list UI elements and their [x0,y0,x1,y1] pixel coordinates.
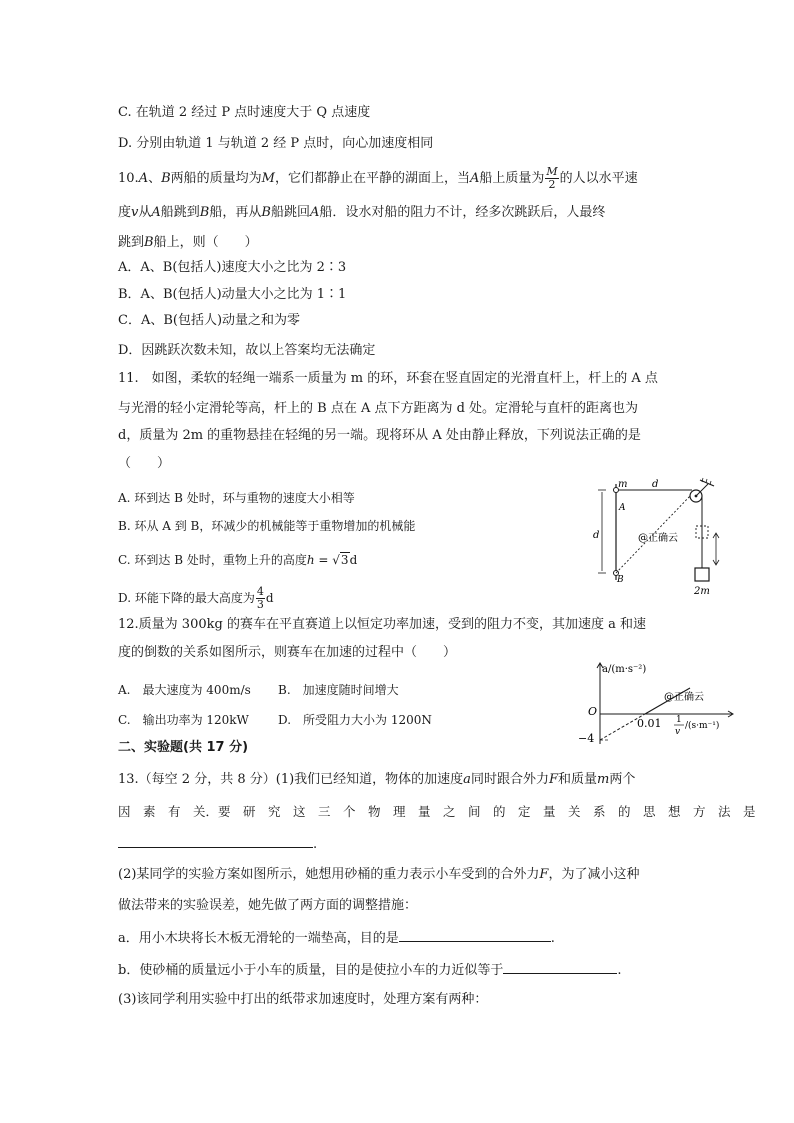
answer-blank-3[interactable] [503,959,617,974]
q11-stem-line4: （ ） [118,456,171,471]
q12-option-d: D. 所受阻力大小为 1200N [278,713,432,727]
q12-stem-line2: 度的倒数的关系如图所示，则赛车在加速的过程中（ ） [118,645,457,660]
q13-part2-line2: 做法带来的实验误差，她先做了两方面的调整措施： [118,898,418,913]
q13-line3: . [118,833,317,855]
y-tick-label: −4 [578,732,595,745]
q11-option-d: D. 环能下降的最大高度为 $\frac{4}{3}$ d [118,585,274,611]
q13-part2-a: a．用小木块将长木板无滑轮的一端垫高，目的是 . [118,927,555,949]
label-d-top: d [652,479,659,490]
q10-option-b: B．A、B(包括人)动量大小之比为 1∶1 [118,287,347,302]
q11-option-b: B. 环从 A 到 B，环减少的机械能等于重物增加的机械能 [118,519,416,533]
watermark: @正确云 [638,533,678,544]
x-label-num: 1 [676,715,682,725]
q10-option-d: D．因跳跃次数未知，故以上答案均无法确定 [118,343,376,358]
q13-line1: 13.（每空 2 分，共 8 分）(1)我们已经知道，物体的加速度a同时跟合外力F和质量m两个 [118,772,636,787]
q10-option-a: A．A、B(包括人)速度大小之比为 2∶3 [118,260,347,275]
q11-stem-line3: d，质量为 2m 的重物悬挂在轻绳的另一端。现将环从 A 处由静止释放，下列说法正确的是 [118,428,641,443]
q12-stem-line1: 12.质量为 300kg 的赛车在平直赛道上以恒定功率加速，受到的阻力不变，其加速度 a 和速 [118,617,646,632]
section-2-title: 二、实验题(共 17 分) [118,740,249,755]
y-axis-label: a/(m·s⁻²) [602,664,647,675]
origin-label: O [588,705,598,718]
q11-stem-line1: 11. 如图，柔软的轻绳一端系一质量为 m 的环，环套在竖直固定的光滑直杆上，杆上的 A 点 [118,371,658,386]
q10-stem-line3: 跳到B船上，则（ ） [118,235,258,250]
q10-stem-line2: 度v从A船跳到B船，再从B船跳回A船．设水对船的阻力不计，经多次跳跃后，人最终 [118,205,606,220]
answer-blank-2[interactable] [399,927,551,942]
chart-watermark: @正确云 [664,692,704,703]
label-2m: 2m [694,586,710,597]
q13-part3: (3)该同学利用实验中打出的纸带求加速度时，处理方案有两种： [118,992,488,1007]
label-m: m [618,479,628,490]
q11-stem-line2: 与光滑的轻小定滑轮等高，杆上的 B 点在 A 点下方距离为 d 处。定滑轮与直杆的距离也为 [118,401,639,416]
q13-part2-line1: (2)某同学的实验方案如图所示，她想用砂桶的重力表示小车受到的合外力F，为了减小这种 [118,867,640,882]
q12-option-a: A. 最大速度为 400m/s [118,683,251,697]
acceleration-inverse-velocity-chart [572,660,742,748]
weight-block [695,568,709,581]
q11-option-c: C. 环到达 B 处时，重物上升的高度h = √3d [118,553,358,567]
label-b: B [617,575,624,585]
label-a: A [619,503,626,513]
fraction-m-over-2: $\frac{M}{2}$ [546,165,558,191]
q11-option-a: A. 环到达 B 处时，环与重物的速度大小相等 [118,491,355,505]
answer-blank-1[interactable] [118,833,313,848]
q13-line2: 因 素 有 关．要 研 究 这 三 个 物 理 量 之 间 的 定 量 关 系 的 思 想 方 法 是 [118,804,756,819]
x-tick-label: 0.01 [637,717,662,730]
q10-stem-line1: 10.A、B两船的质量均为M，它们都静止在平静的湖面上，当A船上质量为 $\frac{M}{2}$ 的人以水平速 [118,165,638,191]
q10-option-c: C．A、B(包括人)动量之和为零 [118,313,301,328]
ring-pulley-figure [584,476,734,600]
q13-part2-b: b．使砂桶的质量远小于小车的质量，目的是使拉小车的力近似等于 . [118,959,621,981]
x-label-den: v [675,727,681,737]
x-label-unit: /(s·m⁻¹) [685,721,720,731]
q9-option-d: D. 分别由轨道 1 与轨道 2 经 P 点时，向心加速度相同 [118,136,434,151]
label-d-left: d [593,530,600,541]
q12-option-b: B. 加速度随时间增大 [278,683,399,697]
q12-option-c: C. 输出功率为 120kW [118,713,249,727]
q9-option-c: C. 在轨道 2 经过 P 点时速度大于 Q 点速度 [118,105,371,120]
